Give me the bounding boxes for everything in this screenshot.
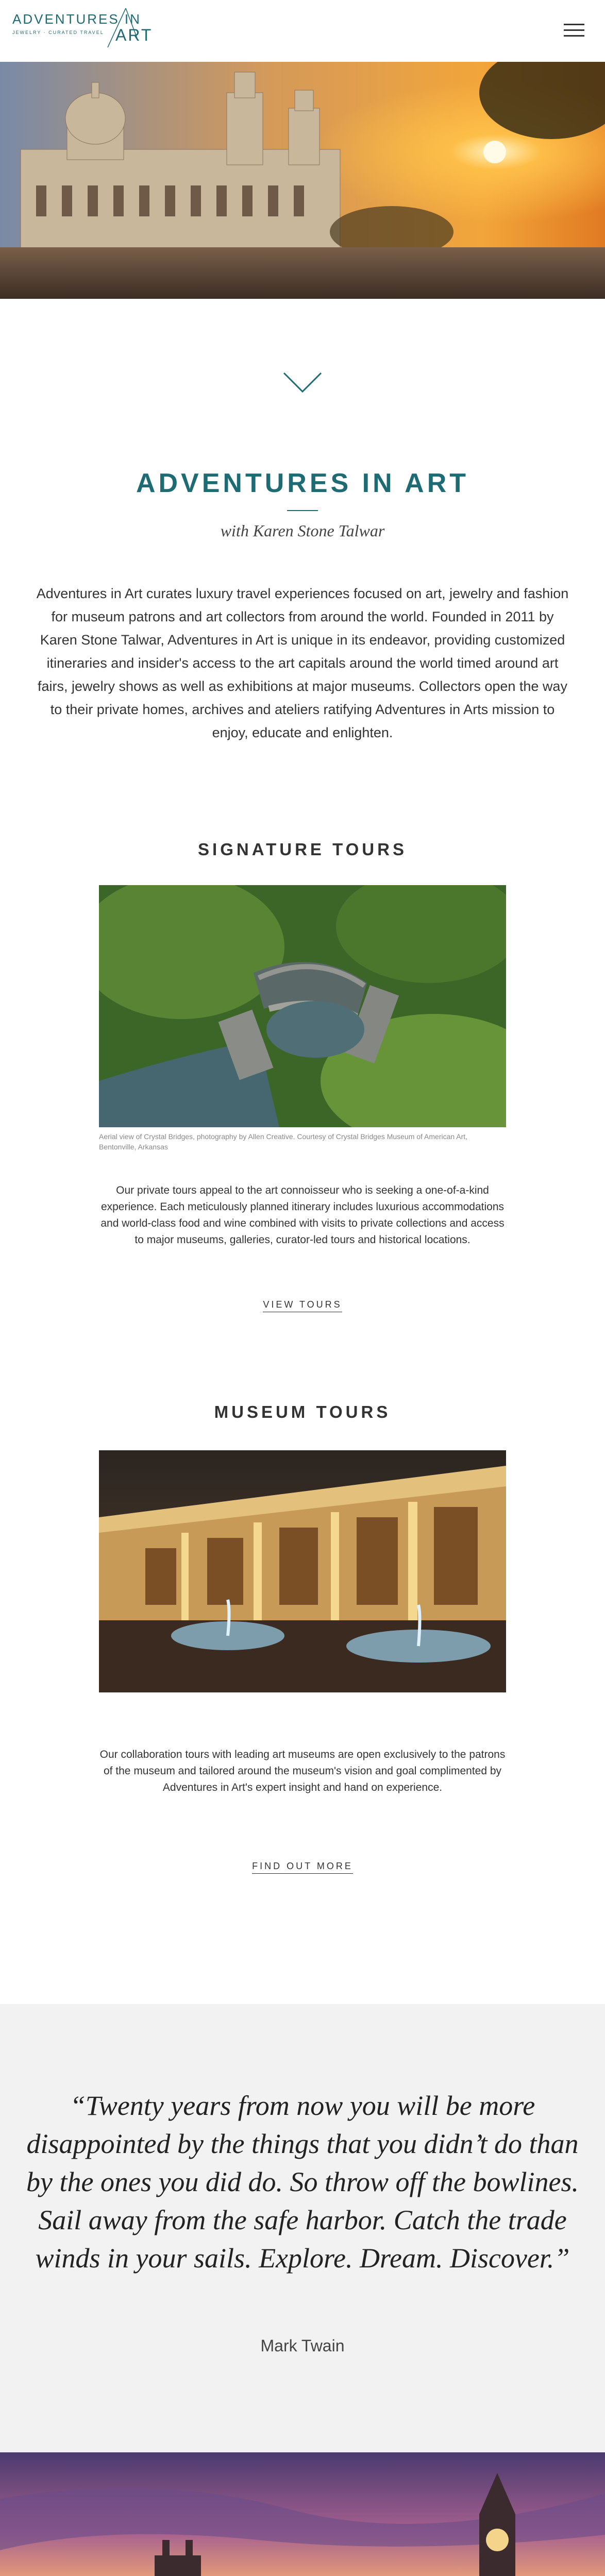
twain-quote-author: Mark Twain — [260, 2336, 345, 2355]
intro-subtitle: with Karen Stone Talwar — [220, 521, 385, 540]
logo-art-text: ART — [115, 26, 153, 44]
museum-tours-text: Our collaboration tours with leading art museums are open exclusively to the patrons of the museum and tailored around the museum's vision and goal complimented by Adventures in Art's expert insight and hand on experience. — [99, 1749, 506, 1793]
intro-title: ADVENTURES IN ART — [136, 468, 469, 498]
museum-find-out-more-link[interactable]: FIND OUT MORE — [252, 1861, 353, 1874]
logo-swoosh-icon — [105, 7, 141, 48]
westminster-sunset-image — [0, 2452, 605, 2576]
site-logo[interactable] — [12, 7, 153, 48]
signature-tours-title: SIGNATURE TOURS — [198, 840, 407, 859]
london-skyline-image — [0, 2452, 605, 2576]
view-tours-link-wrap — [0, 1299, 605, 1310]
museum-find-out-more-wrap — [0, 1861, 605, 1872]
hamburger-icon-bar — [564, 35, 584, 37]
hamburger-icon-bar — [564, 29, 584, 31]
intro-description: Adventures in Art curates luxury travel experiences focused on art, jewelry and fashion for museum patrons and art collectors from around the world. Founded in 2011 by Karen Stone Talwar, Adventures in Art is unique in its endeavor, providing customized itineraries and insider's access to the art capitals around the world timed around art fairs, jewelry shows as well as exhibitions at major museums. Collectors open the way to their private homes, archives and ateliers ratifying Adventures in Arts mission to enjoy, educate and enlighten. — [36, 586, 569, 740]
view-tours-link[interactable]: VIEW TOURS — [263, 1299, 342, 1312]
museum-tours-image[interactable] — [99, 1450, 506, 1692]
intro-divider — [287, 510, 318, 511]
hero-image-madrid-cathedral — [0, 62, 605, 299]
menu-button[interactable] — [564, 24, 584, 38]
logo-text: ADVENTURES IN — [12, 11, 141, 27]
signature-tours-image[interactable] — [99, 885, 506, 1127]
hero-illustration — [0, 62, 605, 299]
museum-facade-image — [99, 1450, 506, 1692]
signature-tours-text: Our private tours appeal to the art connoisseur who is seeking a one-of-a-kind experience. Each meticulously planned itinerary includes luxurious accommodations and world-class food and wine combined with visits to private collections and access to major museums, galleries, curator-led tours and historical locations. — [100, 1184, 505, 1246]
scroll-down-chevron-icon[interactable] — [282, 371, 323, 394]
signature-tours-caption: Aerial view of Crystal Bridges, photography by Allen Creative. Courtesy of Crystal Bridges Museum of American Art, Bentonville, Arkansas — [99, 1132, 468, 1151]
crystal-bridges-aerial-image — [99, 885, 506, 1127]
twain-quote: “Twenty years from now you will be more disappointed by the things that you didn’t do than by the ones you did do. So throw off the bowlines. Sail away from the safe harbor. Catch the trade winds in your sails. Explore. Dream. Discover.” — [26, 2090, 579, 2274]
logo-tagline: JEWELRY · CURATED TRAVEL — [12, 30, 104, 35]
site-header — [0, 0, 605, 62]
hamburger-icon — [564, 24, 584, 25]
museum-tours-title: MUSEUM TOURS — [214, 1402, 391, 1421]
